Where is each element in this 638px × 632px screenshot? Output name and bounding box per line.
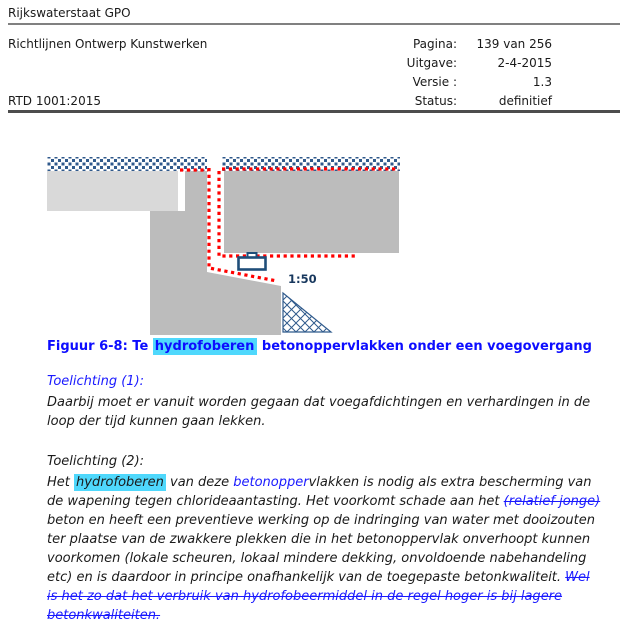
text-run-blue-strike: Wel is het zo dat het verbruik van hydrofobeermiddel in de regel hoger is bij lagere betonkwaliteiten. <box>47 570 590 623</box>
paragraph-toelichting-1 <box>47 393 604 431</box>
meta-value-status: definitief <box>498 94 552 108</box>
text-run-blue: betonopper <box>233 475 309 490</box>
header-rule-bottom <box>8 110 620 113</box>
bearing-icon <box>239 253 266 270</box>
figure-cross-section-drawing <box>44 152 404 338</box>
text-run-blue-strike: (relatief jonge) <box>503 494 601 509</box>
text-run-highlight: hydrofoberen <box>76 475 164 490</box>
text-run-plain: beton en heeft een preventieve werking op de indringing van water met dooizouten ter plaatse van de zwakkere plekken die in het betonoppervlak onverhoopt kunnen voorkomen (lokale scheuren, lokaal mindere dekking, onvoldoende nabehandeling etc) en is daardoor in principe onafhankelijk van de toegepaste betonkwaliteit. <box>47 513 595 585</box>
meta-row-versie <box>0 75 638 94</box>
meta-value-uitgave: 2-4-2015 <box>497 56 552 70</box>
section-heading-toelichting-1: Toelichting (1): <box>47 374 145 389</box>
text-run-plain: vlakken is nodig als extra bescherming van de wapening tegen chlorideaantasting. Het voorkomt schade aan het <box>47 475 592 509</box>
text-run-plain: van deze <box>165 475 234 490</box>
figure-caption <box>47 339 592 354</box>
meta-label-uitgave: Uitgave: <box>406 56 457 70</box>
text-run-plain: Daarbij moet er vanuit worden gegaan dat voegafdichtingen en verhardingen in de loop der tijd kunnen gaan lekken. <box>47 395 591 429</box>
bridge-deck <box>224 171 399 253</box>
header-organization: Rijkswaterstaat GPO <box>8 6 131 20</box>
embankment-hatch <box>283 293 331 332</box>
caption-suffix: betonoppervlakken onder een voegovergang <box>257 339 592 354</box>
caption-prefix: Figuur 6-8: Te <box>47 339 153 354</box>
meta-row-uitgave <box>0 56 638 75</box>
meta-label-status: Status: <box>414 94 457 108</box>
meta-value-versie: 1.3 <box>532 75 552 89</box>
meta-value-pagina: 139 van 256 <box>476 37 552 51</box>
approach-slab <box>47 171 178 211</box>
text-run-plain: Het <box>47 475 75 490</box>
document-title: Richtlijnen Ontwerp Kunstwerken <box>8 37 208 51</box>
meta-row-pagina <box>0 37 638 56</box>
meta-label-pagina: Pagina: <box>412 37 457 51</box>
caption-highlight: hydrofoberen <box>153 338 258 355</box>
paragraph-toelichting-2 <box>47 473 604 625</box>
document-code: RTD 1001:2015 <box>8 94 101 108</box>
meta-label-versie: Versie : <box>412 75 457 89</box>
header-rule-top <box>8 23 620 25</box>
scale-label: 1:50 <box>288 272 317 286</box>
section-heading-toelichting-2: Toelichting (2): <box>47 454 145 469</box>
